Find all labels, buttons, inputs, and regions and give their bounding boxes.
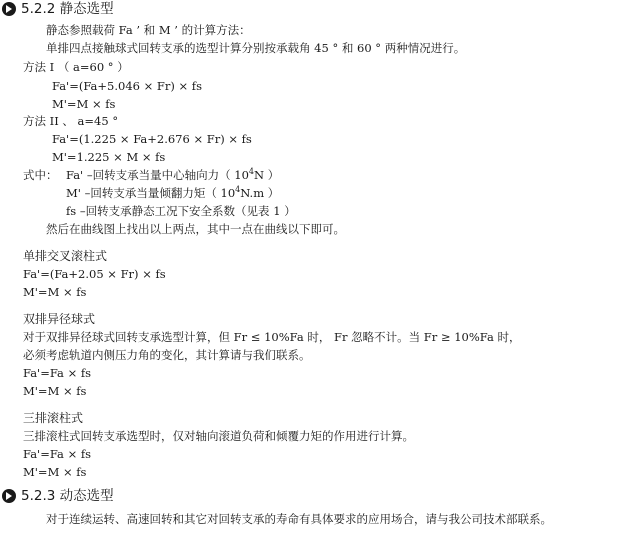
triple-formula-1: Fa'=Fa × fs: [23, 447, 92, 461]
where-label: 式中：: [23, 168, 58, 182]
section-heading-5-2-3: [2, 487, 114, 505]
method-2-formula-1: Fa'=(1.225 × Fa+2.676 × Fr) × fs: [52, 132, 252, 146]
arrow-circle-icon: [2, 489, 16, 503]
where-line-3: fs –回转支承静态工况下安全系数（见表 1 ）: [66, 204, 296, 218]
subheading-crossed-roller: 单排交叉滚柱式: [23, 249, 108, 263]
subheading-three-row-roller: 三排滚柱式: [23, 411, 84, 425]
crossed-formula-2: M'=M × fs: [23, 285, 87, 299]
subheading-double-row-ball: 双排异径球式: [23, 312, 96, 326]
double-text-2: 必须考虑轨道内侧压力角的变化，其计算请与我们联系。: [23, 348, 311, 362]
crossed-formula-1: Fa'=(Fa+2.05 × Fr) × fs: [23, 267, 166, 281]
double-formula-2: M'=M × fs: [23, 384, 87, 398]
section-title: 5.2.2 静态选型: [21, 1, 114, 17]
section-title: 5.2.3 动态选型: [21, 488, 114, 504]
double-formula-1: Fa'=Fa × fs: [23, 366, 92, 380]
triple-text-1: 三排滚柱式回转支承选型时，仅对轴向滚道负荷和倾覆力矩的作用进行计算。: [23, 429, 414, 443]
conclusion-line: 然后在曲线图上找出以上两点，其中一点在曲线以下即可。: [46, 222, 345, 236]
where-line-2: M' –回转支承当量倾翻力矩（ $10^4N.m$ ）: [66, 185, 280, 200]
intro-line-1: 静态参照载荷 Fa ’ 和 M ’ 的计算方法：: [46, 23, 251, 37]
triple-formula-2: M'=M × fs: [23, 465, 87, 479]
where-line-1: Fa' –回转支承当量中心轴向力（ $10^4N$ ）: [66, 167, 280, 182]
section-heading-5-2-2: [2, 0, 114, 18]
method-2-title: 方法 II 、 a=45 °: [23, 114, 119, 128]
method-1-formula-2: M'=M × fs: [52, 97, 116, 111]
dynamic-text-1: 对于连续运转、高速回转和其它对回转支承的寿命有具体要求的应用场合，请与我公司技术部联系。: [46, 512, 552, 526]
method-2-formula-2: M'=1.225 × M × fs: [52, 150, 166, 164]
intro-line-2: 单排四点接触球式回转支承的选型计算分别按承载角 45 ° 和 60 ° 两种情况进行。: [46, 41, 466, 55]
method-1-formula-1: Fa'=(Fa+5.046 × Fr) × fs: [52, 79, 202, 93]
method-1-title: 方法 I （ a=60 ° ）: [23, 60, 129, 74]
arrow-circle-icon: [2, 2, 16, 16]
double-text-1: 对于双排异径球式回转支承选型计算，但 Fr ≤ 10%Fa 时， Fr 忽略不计。当 Fr ≥ 10%Fa 时，: [23, 330, 521, 344]
